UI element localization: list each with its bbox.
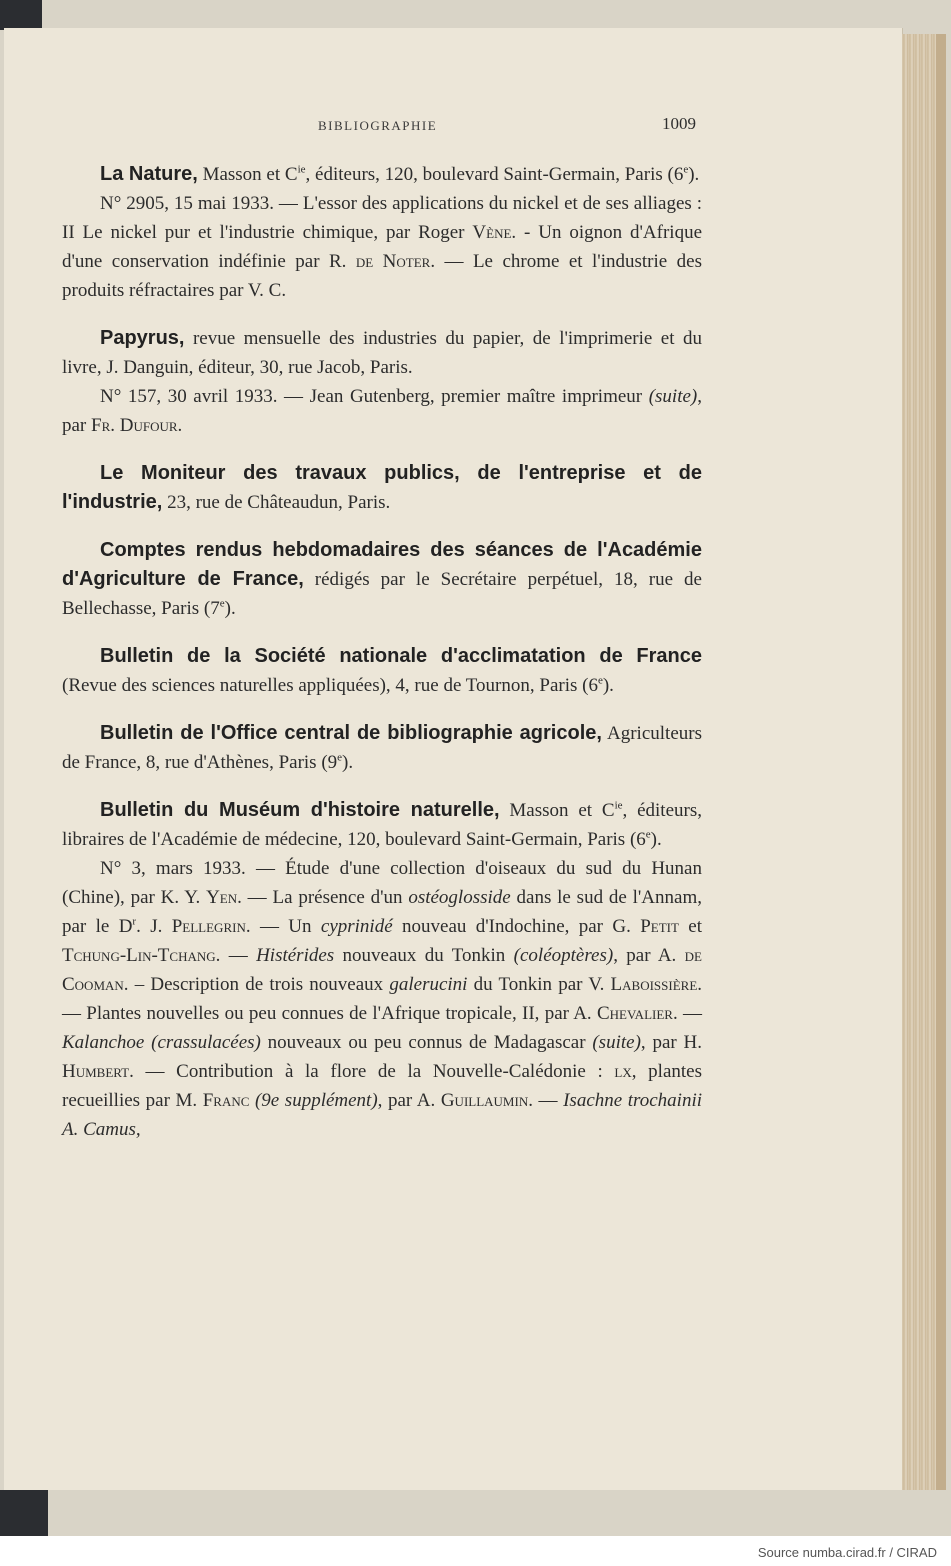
contents-text: . J. <box>136 916 172 937</box>
author-name: Humbert <box>62 1061 130 1082</box>
entry-info: (Revue des sciences naturelles appliquées), 4, rue de Tournon, Paris (6 <box>62 675 598 696</box>
entry-title: Le Moniteur des travaux publics, de l'entreprise et de l'industrie, <box>62 462 702 513</box>
entry-la-nature <box>62 160 702 189</box>
entry-info: rédigés par le Secrétaire perpétuel, 18, rue de Bellechasse, Paris (7 <box>62 569 702 619</box>
contents-text: du Tonkin par V. <box>467 974 611 995</box>
running-head: BIBLIOGRAPHIE <box>318 118 438 133</box>
superscript: e <box>683 163 689 176</box>
contents-text: . — Plantes nouvelles ou peu connues de l'Afrique tropicale, II, par A. <box>62 974 703 1024</box>
contents-text: nouveaux du Tonkin <box>334 945 514 966</box>
contents-text: , par A. <box>613 945 685 966</box>
contents-text: . — Un <box>245 916 321 937</box>
author-name: de Cooman <box>62 945 702 995</box>
author-name: Franc <box>202 1090 250 1111</box>
contents-text: . — Contribution à la flore de la Nouvelle-Calédonie : <box>129 1061 615 1082</box>
binding-edge-bottom <box>0 1490 48 1536</box>
superscript: e <box>219 597 225 610</box>
entry-info: revue mensuelle des industries du papier, de l'imprimerie et du livre, J. Danguin, éditeur, 30, rue Jacob, Paris. <box>62 328 702 378</box>
entry-bulletin-museum <box>62 796 702 854</box>
author-name: de Noter <box>355 251 431 272</box>
contents-text: . — Le chrome et l'industrie des produits réfractaires par V. C. <box>62 251 702 301</box>
italic-text: (suite) <box>648 386 698 407</box>
roman-numeral: lx <box>614 1061 632 1082</box>
entry-bulletin-office <box>62 719 702 777</box>
contents-text: nouveaux ou peu connus de Madagascar <box>260 1032 593 1053</box>
contents-text: , plantes recueillies par M. <box>62 1061 702 1111</box>
source-credit: Source numba.cirad.fr / CIRAD <box>757 1545 937 1560</box>
contents-text: N° 157, 30 avril 1933. — Jean Gutenberg, premier maître imprimeur <box>100 386 649 407</box>
author-name: Vène <box>472 222 512 243</box>
italic-text: galerucini <box>389 974 468 995</box>
contents-text: N° 2905, 15 mai 1933. — L'essor des applications du nickel et de ses alliages : II Le nickel pur et l'industrie chimique, par Roger <box>62 193 702 243</box>
author-name: Laboissière <box>610 974 698 995</box>
italic-text: (coléoptères) <box>513 945 614 966</box>
page-edges <box>902 34 946 1490</box>
contents-text: et <box>678 916 702 937</box>
contents-text: . <box>177 415 183 436</box>
entry-moniteur <box>62 459 702 517</box>
entry-info: ). <box>224 598 236 619</box>
entry-contents <box>62 854 702 1144</box>
entry-bulletin-acclimatation <box>62 642 702 700</box>
entry-info: 23, rue de Châteaudun, Paris. <box>162 492 391 513</box>
superscript: ie <box>297 163 306 176</box>
superscript: e <box>645 828 651 841</box>
superscript: ie <box>614 799 623 812</box>
author-name: Guillaumin <box>440 1090 529 1111</box>
entry-title: Bulletin de l'Office central de bibliographie agricole, <box>100 722 602 744</box>
italic-text: (suite) <box>592 1032 641 1053</box>
entry-info: ). <box>688 164 700 185</box>
author-name: Petit <box>640 916 679 937</box>
author-name: Pellegrin <box>171 916 246 937</box>
contents-text: . — <box>528 1090 564 1111</box>
italic-text: Histérides <box>256 945 335 966</box>
italic-text: Isachne trochainii A. Camus, <box>62 1090 703 1140</box>
entry-info: ). <box>602 675 614 696</box>
contents-text: , par <box>62 386 702 436</box>
entry-title: Bulletin du Muséum d'histoire naturelle, <box>100 799 500 821</box>
contents-text: N° 3, mars 1933. — Étude d'une collection d'oiseaux du sud du Hunan (Chine), par K. Y. <box>62 858 702 908</box>
page-body <box>62 160 702 1144</box>
contents-text: . – Description de trois nouveaux <box>123 974 390 995</box>
italic-text: Kalanchoe (crassulacées) <box>62 1032 261 1053</box>
contents-text: . — <box>672 1003 702 1024</box>
author-name: Yen <box>206 887 238 908</box>
entry-info: , éditeurs, libraires de l'Académie de médecine, 120, boulevard Saint-Germain, Paris (6 <box>62 800 702 850</box>
italic-text: ostéoglosside <box>408 887 511 908</box>
contents-text: , par H. <box>640 1032 703 1053</box>
entry-title: Bulletin de la Société nationale d'acclimatation de France <box>100 645 702 667</box>
contents-text: . — <box>215 945 257 966</box>
entry-title: Comptes rendus hebdomadaires des séances de l'Académie d'Agriculture de France, <box>62 539 702 590</box>
entry-info: ). <box>342 752 354 773</box>
entry-contents <box>62 189 702 305</box>
contents-text: dans le sud de l'Annam, par le D <box>62 887 702 937</box>
italic-text: (9e supplément) <box>254 1090 378 1111</box>
author-name: Chevalier <box>596 1003 673 1024</box>
entry-info: Masson et C <box>499 800 615 821</box>
author-name: Tchung-Lin-Tchang <box>62 945 216 966</box>
entry-info: Agriculteurs de France, 8, rue d'Athènes, Paris (9 <box>62 723 702 773</box>
contents-text: nouveau d'Indochine, par G. <box>392 916 641 937</box>
page-number: 1009 <box>662 114 696 133</box>
entry-contents <box>62 382 702 440</box>
contents-text: . - Un oignon d'Afrique d'une conservation indéfinie par R. <box>62 222 703 272</box>
entry-info: Masson et C <box>197 164 298 185</box>
entry-title: La Nature, <box>100 163 198 185</box>
superscript: e <box>597 674 603 687</box>
italic-text: cyprinidé <box>320 916 393 937</box>
contents-text: . — La présence d'un <box>237 887 409 908</box>
entry-comptes-rendus <box>62 536 702 623</box>
superscript: r <box>132 915 137 928</box>
entry-papyrus <box>62 324 702 382</box>
contents-text: , par A. <box>377 1090 441 1111</box>
superscript: e <box>337 751 343 764</box>
binding-edge-top <box>0 0 42 30</box>
author-name: Fr. Dufour <box>91 415 178 436</box>
entry-info: , éditeurs, 120, boulevard Saint-Germain, Paris (6 <box>305 164 684 185</box>
entry-info: ). <box>650 829 662 850</box>
entry-title: Papyrus, <box>100 327 185 349</box>
